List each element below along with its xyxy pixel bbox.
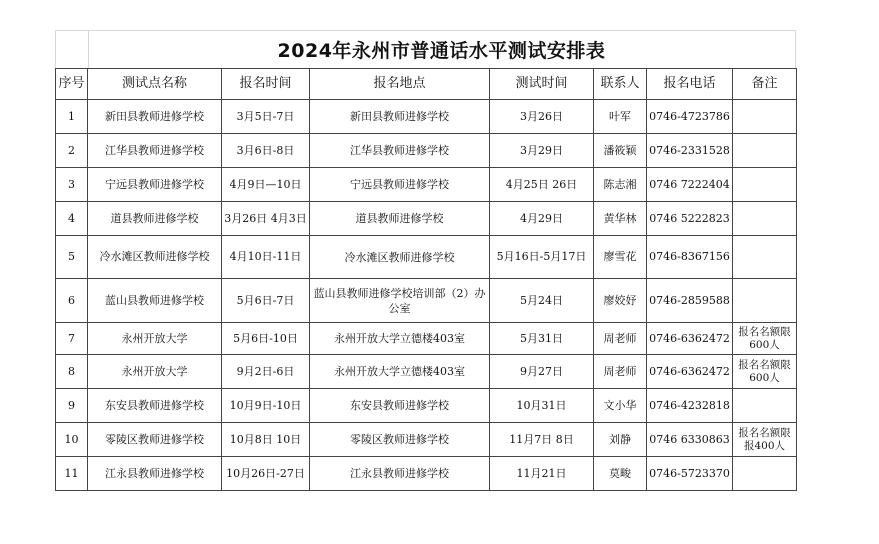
cell-test-time: 4月25日 26日 <box>490 168 594 202</box>
cell-contact: 陈志湘 <box>594 168 647 202</box>
cell-name: 永州开放大学 <box>88 355 222 389</box>
col-header-phone: 报名电话 <box>647 69 733 100</box>
cell-no: 10 <box>56 423 88 457</box>
cell-name: 零陵区教师进修学校 <box>88 423 222 457</box>
cell-contact: 叶军 <box>594 100 647 134</box>
cell-name: 冷水滩区教师进修学校 <box>88 236 222 279</box>
cell-reg-time: 4月10日-11日 <box>222 236 310 279</box>
col-header-reg-place: 报名地点 <box>310 69 490 100</box>
cell-reg-place: 新田县教师进修学校 <box>310 100 490 134</box>
cell-no: 9 <box>56 389 88 423</box>
cell-note <box>733 202 797 236</box>
cell-no: 1 <box>56 100 88 134</box>
cell-contact: 刘静 <box>594 423 647 457</box>
table-row <box>56 423 797 457</box>
cell-reg-place: 宁远县教师进修学校 <box>310 168 490 202</box>
col-header-note: 备注 <box>733 69 797 100</box>
cell-test-time: 5月16日-5月17日 <box>490 236 594 279</box>
cell-phone: 0746-2331528 <box>647 134 733 168</box>
table-row <box>56 355 797 389</box>
title-stub-cell <box>56 31 89 68</box>
cell-phone: 0746-2859588 <box>647 279 733 323</box>
cell-no: 6 <box>56 279 88 323</box>
table-row <box>56 457 797 491</box>
cell-phone: 0746-6362472 <box>647 323 733 355</box>
cell-reg-time: 5月6日-10日 <box>222 323 310 355</box>
table-row <box>56 134 797 168</box>
cell-test-time: 9月27日 <box>490 355 594 389</box>
cell-test-time: 11月7日 8日 <box>490 423 594 457</box>
cell-reg-time: 3月5日-7日 <box>222 100 310 134</box>
cell-test-time: 10月31日 <box>490 389 594 423</box>
col-header-no: 序号 <box>56 69 88 100</box>
table-row <box>56 279 797 323</box>
cell-name: 蓝山县教师进修学校 <box>88 279 222 323</box>
cell-note <box>733 168 797 202</box>
cell-reg-place: 永州开放大学立德楼403室 <box>310 355 490 389</box>
cell-contact: 莫畯 <box>594 457 647 491</box>
cell-no: 5 <box>56 236 88 279</box>
cell-test-time: 4月29日 <box>490 202 594 236</box>
cell-reg-place: 道县教师进修学校 <box>310 202 490 236</box>
cell-phone: 0746 5222823 <box>647 202 733 236</box>
cell-name: 江华县教师进修学校 <box>88 134 222 168</box>
cell-phone: 0746-5723370 <box>647 457 733 491</box>
cell-note: 报名名额限报400人 <box>733 423 797 457</box>
cell-note <box>733 100 797 134</box>
cell-test-time: 5月24日 <box>490 279 594 323</box>
cell-no: 3 <box>56 168 88 202</box>
cell-contact: 黄华林 <box>594 202 647 236</box>
cell-phone: 0746 6330863 <box>647 423 733 457</box>
cell-name: 永州开放大学 <box>88 323 222 355</box>
cell-phone: 0746-4232818 <box>647 389 733 423</box>
cell-phone: 0746-8367156 <box>647 236 733 279</box>
cell-reg-time: 10月8日 10日 <box>222 423 310 457</box>
cell-test-time: 3月29日 <box>490 134 594 168</box>
cell-no: 4 <box>56 202 88 236</box>
cell-no: 7 <box>56 323 88 355</box>
cell-note <box>733 389 797 423</box>
cell-reg-place: 蓝山县教师进修学校培训部（2）办公室 <box>310 279 490 323</box>
cell-reg-place: 东安县教师进修学校 <box>310 389 490 423</box>
col-header-contact: 联系人 <box>594 69 647 100</box>
table-row <box>56 202 797 236</box>
cell-reg-time: 3月26日 4月3日 <box>222 202 310 236</box>
title-row <box>55 30 796 68</box>
table-row <box>56 100 797 134</box>
cell-name: 新田县教师进修学校 <box>88 100 222 134</box>
cell-contact: 廖雪花 <box>594 236 647 279</box>
cell-contact: 周老师 <box>594 355 647 389</box>
table-row <box>56 236 797 279</box>
cell-phone: 0746 7222404 <box>647 168 733 202</box>
cell-reg-time: 3月6日-8日 <box>222 134 310 168</box>
cell-name: 江永县教师进修学校 <box>88 457 222 491</box>
cell-reg-place: 冷水滩区教师进修学校 <box>310 236 490 279</box>
cell-name: 道县教师进修学校 <box>88 202 222 236</box>
cell-reg-place: 江永县教师进修学校 <box>310 457 490 491</box>
cell-note <box>733 236 797 279</box>
col-header-reg-time: 报名时间 <box>222 69 310 100</box>
cell-reg-time: 4月9日—10日 <box>222 168 310 202</box>
cell-contact: 潘筱颖 <box>594 134 647 168</box>
cell-note <box>733 134 797 168</box>
cell-reg-place: 江华县教师进修学校 <box>310 134 490 168</box>
cell-contact: 周老师 <box>594 323 647 355</box>
schedule-table <box>55 68 797 491</box>
cell-test-time: 11月21日 <box>490 457 594 491</box>
cell-reg-time: 10月26日-27日 <box>222 457 310 491</box>
cell-note: 报名名额限600人 <box>733 323 797 355</box>
cell-no: 11 <box>56 457 88 491</box>
col-header-test-time: 测试时间 <box>490 69 594 100</box>
header-row <box>56 69 797 100</box>
cell-name: 宁远县教师进修学校 <box>88 168 222 202</box>
cell-name: 东安县教师进修学校 <box>88 389 222 423</box>
cell-note <box>733 457 797 491</box>
cell-note: 报名名额限600人 <box>733 355 797 389</box>
table-row <box>56 389 797 423</box>
cell-reg-place: 永州开放大学立德楼403室 <box>310 323 490 355</box>
cell-no: 8 <box>56 355 88 389</box>
schedule-sheet <box>55 30 796 491</box>
cell-phone: 0746-6362472 <box>647 355 733 389</box>
cell-phone: 0746-4723786 <box>647 100 733 134</box>
table-row <box>56 323 797 355</box>
cell-reg-time: 10月9日-10日 <box>222 389 310 423</box>
cell-no: 2 <box>56 134 88 168</box>
cell-reg-time: 9月2日-6日 <box>222 355 310 389</box>
page-title: 2024年永州市普通话水平测试安排表 <box>277 40 606 62</box>
cell-reg-time: 5月6日-7日 <box>222 279 310 323</box>
cell-test-time: 3月26日 <box>490 100 594 134</box>
cell-test-time: 5月31日 <box>490 323 594 355</box>
cell-contact: 廖姣妤 <box>594 279 647 323</box>
table-row <box>56 168 797 202</box>
col-header-name: 测试点名称 <box>88 69 222 100</box>
cell-contact: 文小华 <box>594 389 647 423</box>
cell-reg-place: 零陵区教师进修学校 <box>310 423 490 457</box>
cell-note <box>733 279 797 323</box>
